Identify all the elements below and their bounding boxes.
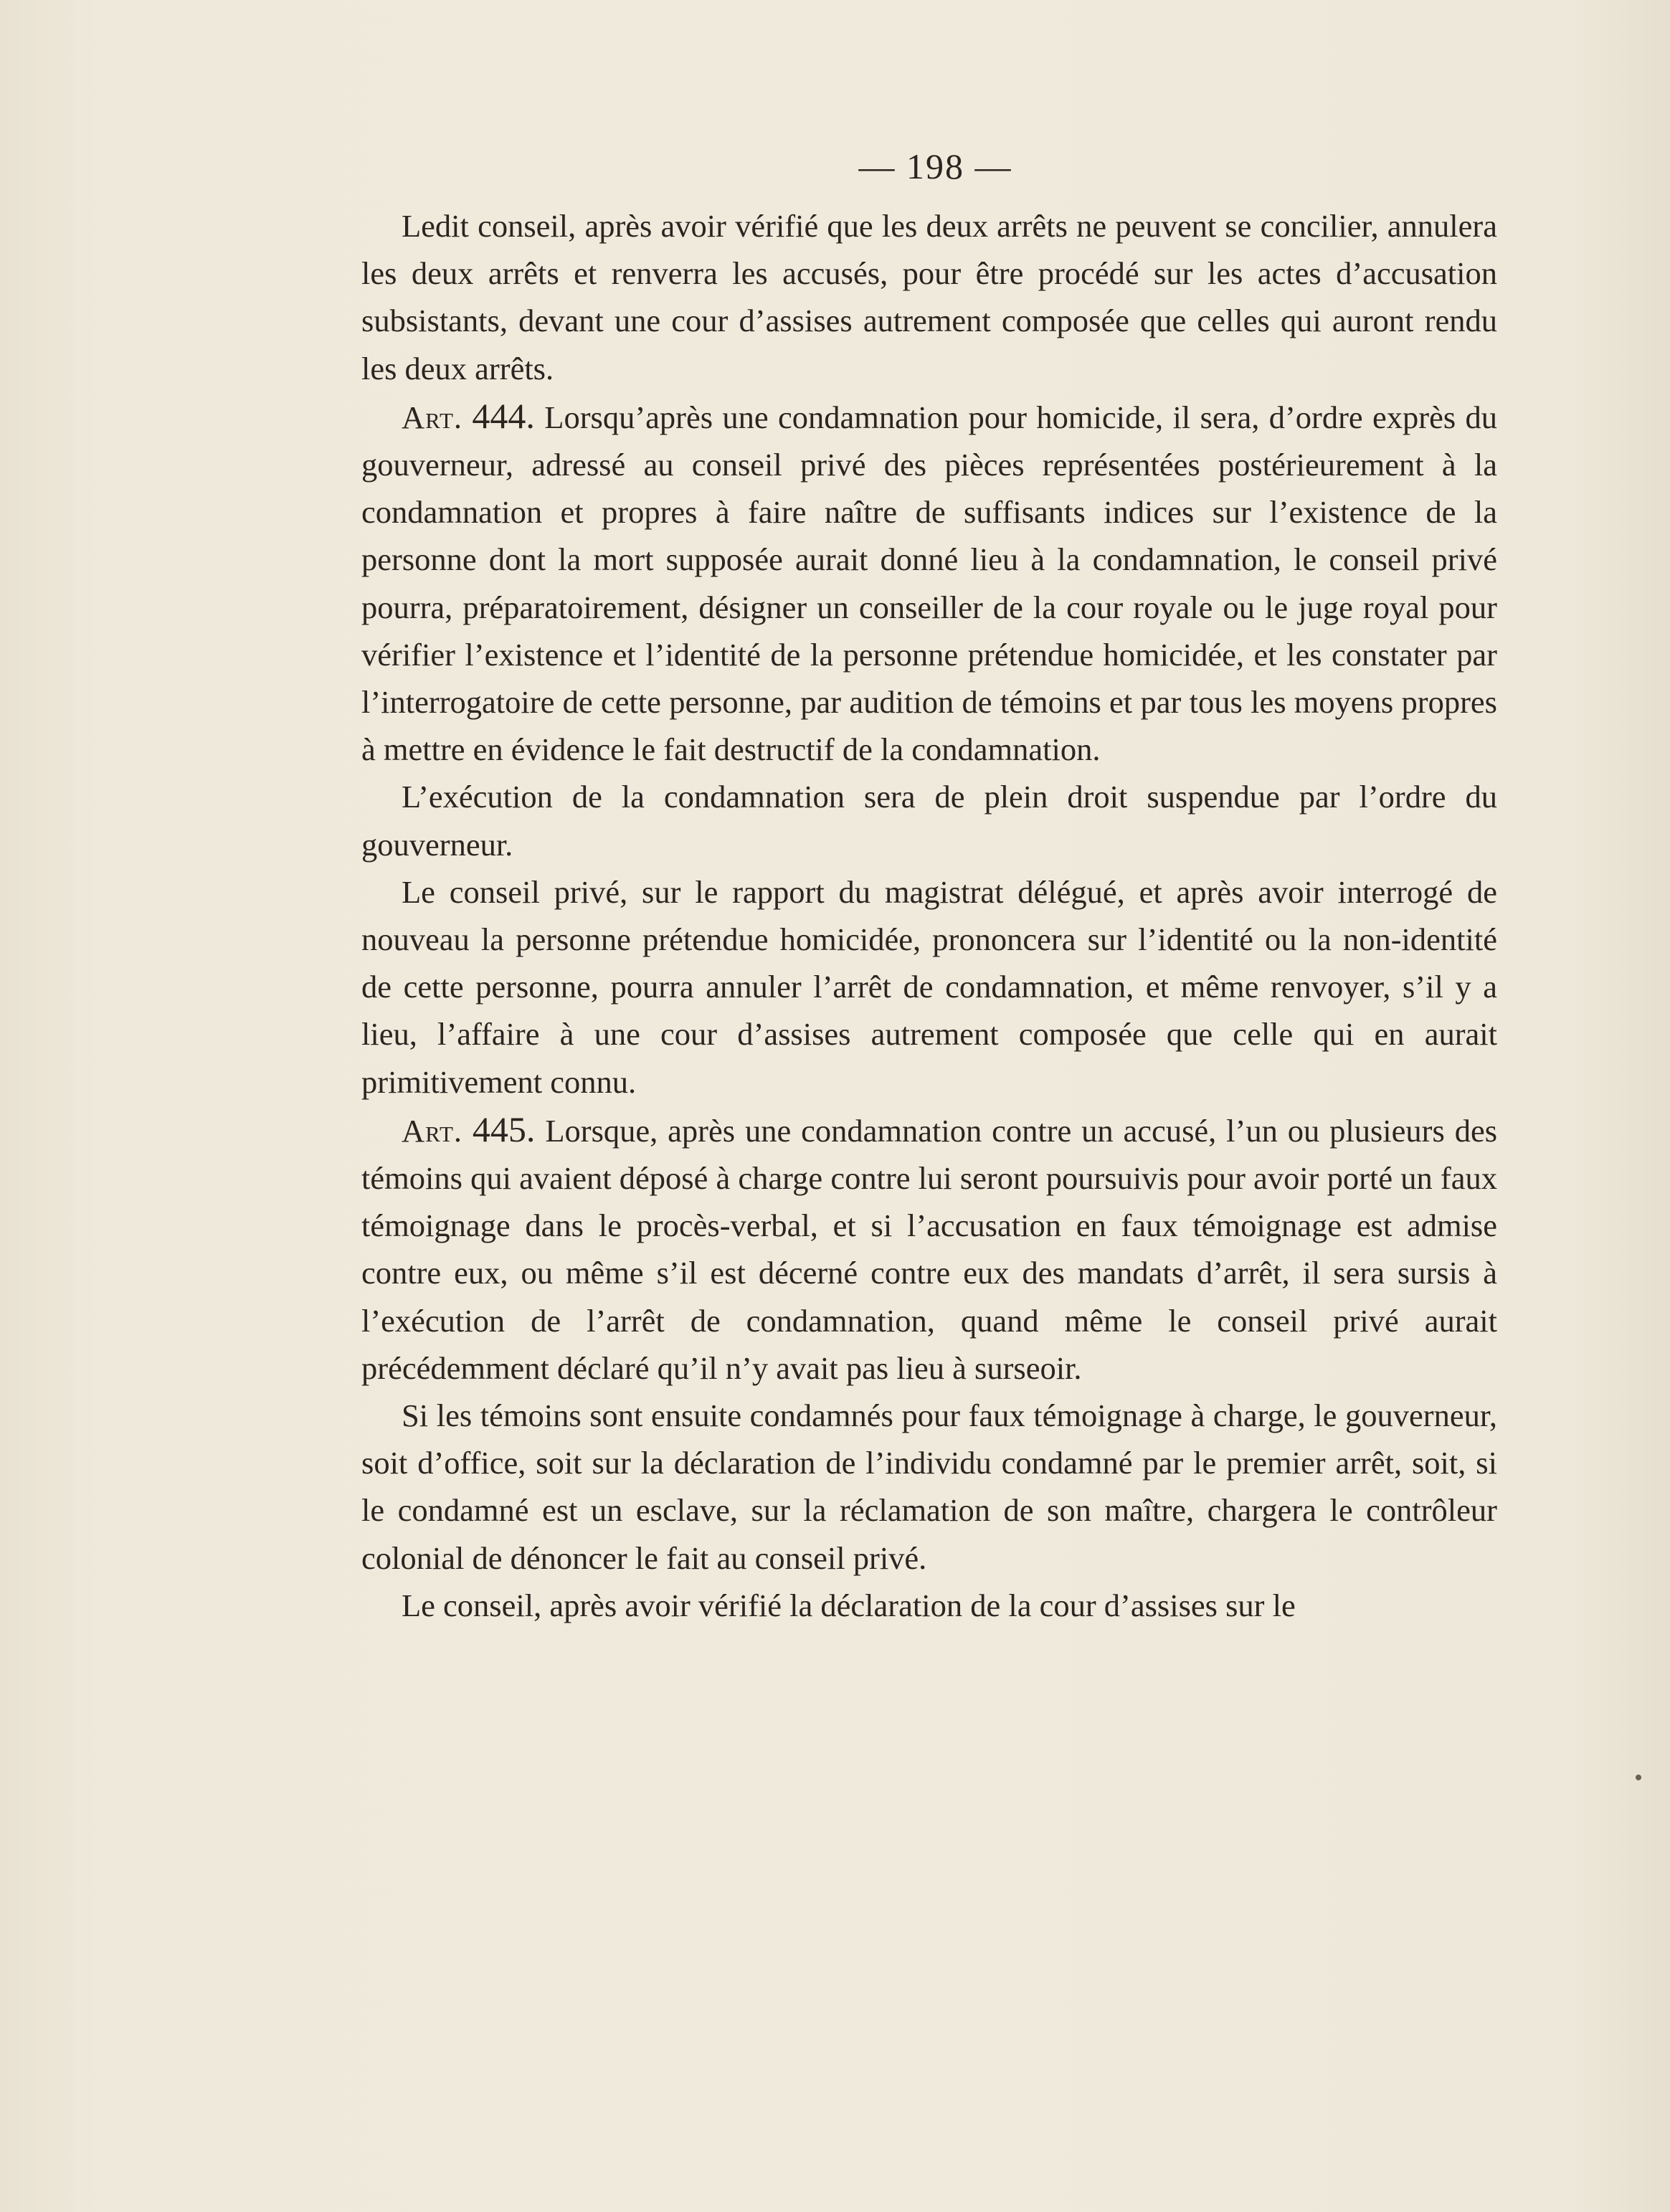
paragraph-text: Ledit conseil, après avoir vérifié que les deux arrêts ne peuvent se concilier, annulera les deux arrêts et renverra les accusés, pour être procédé sur les actes d’accusation subsistants, devant une cour d’assises autrement composée que celles qui auront rendu les deux arrêts.	[361, 208, 1497, 386]
body-text	[361, 202, 1497, 1629]
article-number: 444.	[472, 395, 535, 436]
paragraph-text: Lorsqu’après une condamnation pour homicide, il sera, d’ordre exprès du gouverneur, adressé au conseil privé des pièces représentées postérieurement à la condamnation et propres à faire naître de suffisants indices sur l’existence de la personne dont la mort supposée aurait donné lieu à la condamnation, le conseil privé pourra, préparatoirement, désigner un conseiller de la cour royale ou le juge royal pour vérifier l’existence et l’identité de la personne prétendue homicidée, et les constater par l’interrogatoire de cette personne, par audition de témoins et par tous les moyens propres à mettre en évidence le fait destructif de la condamnation.	[361, 399, 1498, 768]
article-label: Art.	[402, 399, 463, 435]
article-label: Art.	[402, 1112, 463, 1149]
article-number: 445.	[472, 1109, 536, 1149]
article-444	[361, 392, 1497, 774]
ink-speck	[1636, 1775, 1641, 1780]
paragraph-6	[361, 1392, 1497, 1582]
paragraph-text: Le conseil privé, sur le rapport du magistrat délégué, et après avoir interrogé de nouveau la personne prétendue homicidée, prononcera sur l’identité ou la non-identité de cette personne, pourra annuler l’arrêt de condamnation, et même renvoyer, s’il y a lieu, l’affaire à une cour d’assises autrement composée que celle qui en aurait primitivement connu.	[361, 873, 1497, 1100]
paragraph-text: L’exécution de la condamnation sera de plein droit suspendue par l’ordre du gouverneur.	[361, 779, 1497, 863]
paragraph-text: Si les témoins sont ensuite condamnés pour faux témoignage à charge, le gouverneur, soit d’office, soit sur la déclaration de l’individu condamné par le premier arrêt, soit, si le condamné est un esclave, sur la réclamation de son maître, chargera le contrôleur colonial de dénoncer le fait au conseil privé.	[361, 1397, 1497, 1576]
paragraph-text: Lorsque, après une condamnation contre un accusé, l’un ou plusieurs des témoins qui avaient déposé à charge contre lui seront poursuivis pour avoir porté un faux témoignage dans le procès-verbal, et si l’accusation en faux témoignage est admise contre eux, ou même s’il est décerné contre eux des mandats d’arrêt, il sera sursis à l’exécution de l’arrêt de condamnation, quand même le conseil privé aurait précédemment déclaré qu’il n’y avait pas lieu à surseoir.	[361, 1112, 1498, 1386]
paragraph-text: Le conseil, après avoir vérifié la déclaration de la cour d’assises sur le	[402, 1587, 1296, 1623]
paragraph-1	[361, 202, 1497, 392]
article-445	[361, 1106, 1497, 1392]
paragraph-4	[361, 868, 1497, 1106]
paragraph-7	[361, 1582, 1497, 1629]
page-number: — 198 —	[858, 146, 1012, 186]
paragraph-3	[361, 773, 1497, 868]
